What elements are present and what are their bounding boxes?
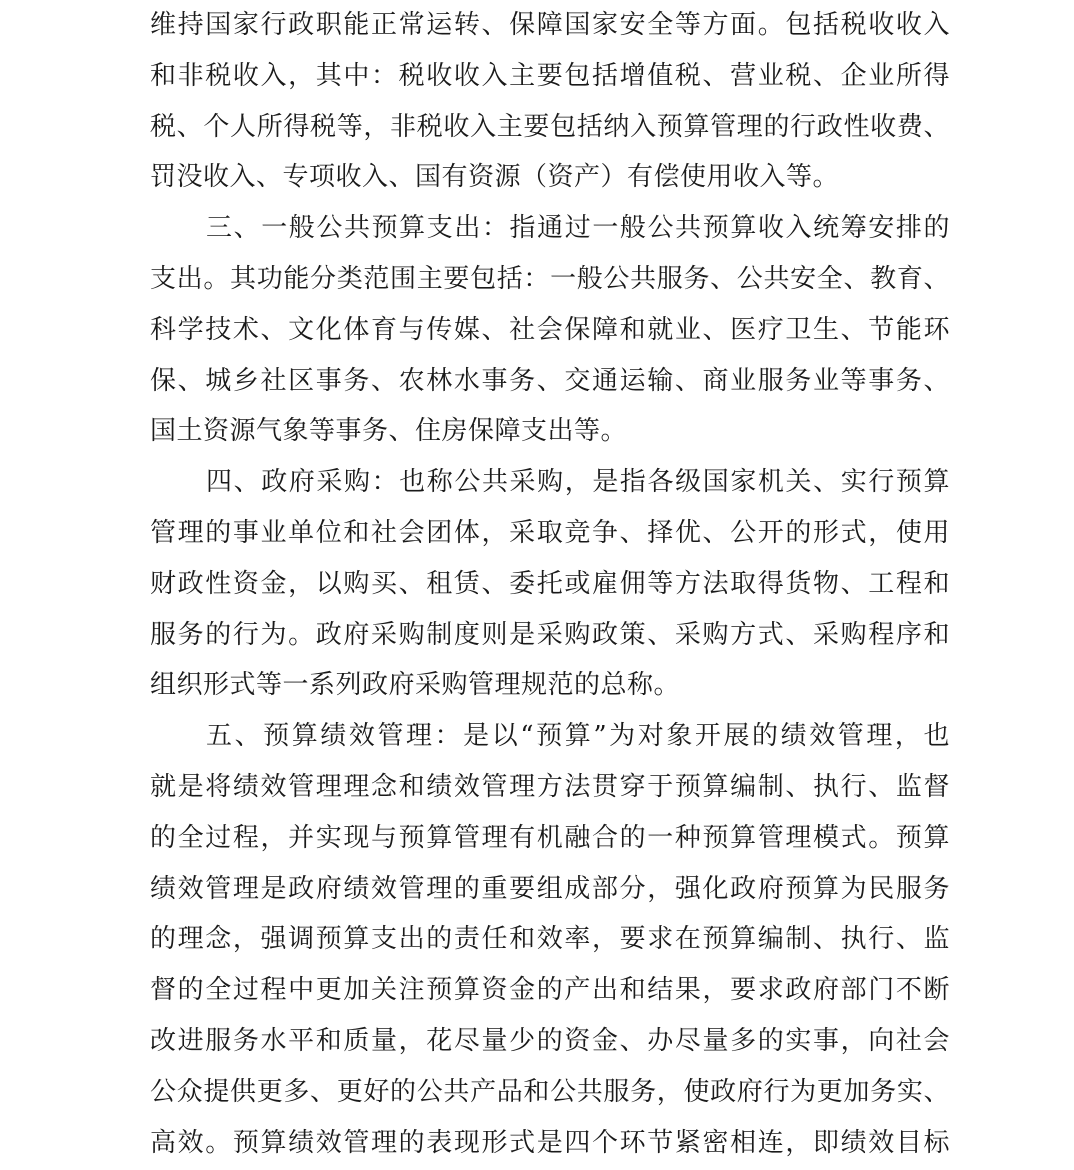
- paragraph-line: 服务的行为。政府采购制度则是采购政策、采购方式、采购程序和: [150, 619, 950, 650]
- paragraph-line: 公众提供更多、更好的公共产品和公共服务，使政府行为更加务实、: [150, 1076, 950, 1107]
- paragraph-line: 税、个人所得税等，非税收入主要包括纳入预算管理的行政性收费、: [150, 111, 950, 142]
- paragraph-line: 财政性资金，以购买、租赁、委托或雇佣等方法取得货物、工程和: [150, 568, 950, 599]
- paragraph-line: 和非税收入，其中：税收收入主要包括增值税、营业税、企业所得: [150, 60, 950, 91]
- paragraph-line: 支出。其功能分类范围主要包括：一般公共服务、公共安全、教育、: [150, 263, 950, 294]
- paragraph-line: 绩效管理是政府绩效管理的重要组成部分，强化政府预算为民服务: [150, 873, 950, 904]
- paragraph-line: 保、城乡社区事务、农林水事务、交通运输、商业服务业等事务、: [150, 365, 950, 396]
- paragraph-line: 四、政府采购：也称公共采购，是指各级国家机关、实行预算: [206, 467, 950, 498]
- paragraph-line: 国土资源气象等事务、住房保障支出等。: [150, 416, 628, 447]
- paragraph-line: 督的全过程中更加关注预算资金的产出和结果，要求政府部门不断: [150, 975, 950, 1006]
- paragraph-line: 维持国家行政职能正常运转、保障国家安全等方面。包括税收收入: [150, 10, 950, 40]
- paragraph-line: 五、预算绩效管理：是以“预算”为对象开展的绩效管理，也: [206, 721, 950, 752]
- paragraph-line: 就是将绩效管理理念和绩效管理方法贯穿于预算编制、执行、监督: [150, 771, 950, 802]
- paragraph-line: 高效。预算绩效管理的表现形式是四个环节紧密相连，即绩效目标: [150, 1127, 950, 1158]
- paragraph-line: 的理念，强调预算支出的责任和效率，要求在预算编制、执行、监: [150, 924, 950, 955]
- paragraph-line: 三、一般公共预算支出：指通过一般公共预算收入统筹安排的: [206, 213, 950, 244]
- paragraph-line: 科学技术、文化体育与传媒、社会保障和就业、医疗卫生、节能环: [150, 314, 950, 345]
- paragraph-line: 组织形式等一系列政府采购管理规范的总称。: [150, 670, 681, 701]
- document-body: [150, 0, 950, 1168]
- paragraph-line: 的全过程，并实现与预算管理有机融合的一种预算管理模式。预算: [150, 822, 950, 853]
- paragraph-line: 改进服务水平和质量，花尽量少的资金、办尽量多的实事，向社会: [150, 1025, 950, 1056]
- paragraph-line: 罚没收入、专项收入、国有资源（资产）有偿使用收入等。: [150, 162, 840, 193]
- paragraph-line: 管理的事业单位和社会团体，采取竞争、择优、公开的形式，使用: [150, 517, 950, 548]
